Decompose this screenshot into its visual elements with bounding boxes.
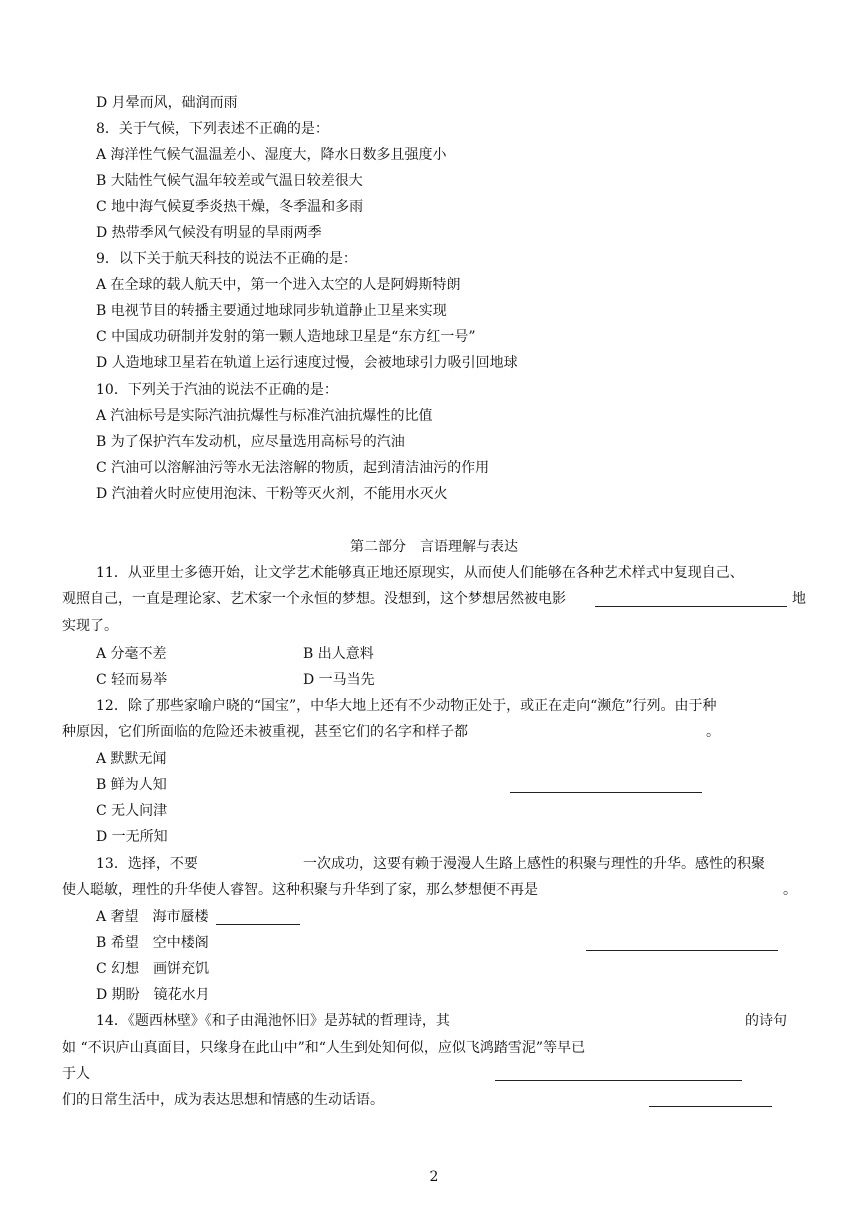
q11-line-2: 观照自己，一直是理论家、艺术家一个永恒的梦想。没想到，这个梦想居然被电影 bbox=[62, 591, 566, 607]
q11-option-c: C 轻而易举 bbox=[96, 672, 168, 688]
q8-option-b: B 大陆性气候气温年较差或气温日较差很大 bbox=[96, 173, 363, 189]
q13-line-1-rest: 一次成功，这要有赖于漫漫人生路上感性的积聚与理性的升华。感性的积聚 bbox=[303, 856, 765, 872]
q12-option-b: B 鲜为人知 bbox=[96, 777, 167, 793]
q14-answer-blank-2 bbox=[649, 1106, 772, 1107]
q12-line-1: 12．除了那些家喻户晓的“国宝”，中华大地上还有不少动物正处于，或正在走向“濒危”行列。由于种 bbox=[96, 698, 717, 714]
q12-line-2-end: 。 bbox=[706, 724, 720, 740]
q13-line-2-end: 。 bbox=[783, 882, 797, 898]
q13-option-a: A 奢望 海市蜃楼 bbox=[96, 909, 209, 925]
q12-option-c: C 无人问津 bbox=[96, 803, 168, 819]
q14-line-4: 们的日常生活中，成为表达思想和情感的生动话语。 bbox=[62, 1092, 384, 1108]
q11-line-3: 实现了。 bbox=[62, 618, 118, 634]
q11-line-1: 11．从亚里士多德开始，让文学艺术能够真正地还原现实，从而使人们能够在各种艺术样式中复现自己、 bbox=[96, 565, 744, 581]
q9-option-b: B 电视节目的转播主要通过地球同步轨道静止卫星来实现 bbox=[96, 303, 447, 319]
q14-line-3: 于人 bbox=[62, 1066, 90, 1082]
q9-option-a: A 在全球的载人航天中，第一个进入太空的人是阿姆斯特朗 bbox=[96, 277, 461, 293]
q13-option-b: B 希望 空中楼阁 bbox=[96, 935, 209, 951]
q11-option-b: B 出人意料 bbox=[303, 646, 374, 662]
q12-answer-blank bbox=[510, 792, 702, 793]
q13-option-c: C 幻想 画饼充饥 bbox=[96, 961, 210, 977]
q10-option-b: B 为了保护汽车发动机，应尽量选用高标号的汽油 bbox=[96, 434, 405, 450]
q9-option-d: D 人造地球卫星若在轨道上运行速度过慢，会被地球引力吸引回地球 bbox=[96, 355, 518, 371]
q8-option-a: A 海洋性气候气温温差小、湿度大，降水日数多且强度小 bbox=[96, 147, 447, 163]
q13-line-2: 使人聪敏，理性的升华使人睿智。这种积聚与升华到了家，那么梦想便不再是 bbox=[62, 882, 538, 898]
q11-line-2-end: 地 bbox=[792, 591, 806, 607]
q12-line-2: 种原因，它们所面临的危险还未被重视，甚至它们的名字和样子都 bbox=[62, 724, 468, 740]
q9-stem: 9．以下关于航天科技的说法不正确的是： bbox=[96, 251, 357, 267]
q10-stem: 10．下列关于汽油的说法不正确的是： bbox=[96, 382, 338, 398]
q13-option-d: D 期盼 镜花水月 bbox=[96, 987, 210, 1003]
q13-line-1: 13．选择，不要 bbox=[96, 856, 198, 872]
q14-line-1: 14．《题西林壁》《和子由渑池怀旧》是苏轼的哲理诗，其 bbox=[96, 1013, 450, 1029]
q11-option-d: D 一马当先 bbox=[303, 672, 375, 688]
q8-option-d: D 热带季风气候没有明显的旱雨两季 bbox=[96, 225, 322, 241]
q12-option-d: D 一无所知 bbox=[96, 829, 168, 845]
q12-option-a: A 默默无闻 bbox=[96, 751, 167, 767]
q10-option-d: D 汽油着火时应使用泡沫、干粉等灭火剂，不能用水灭火 bbox=[96, 486, 448, 502]
q9-option-c: C 中国成功研制并发射的第一颗人造地球卫星是“东方红一号” bbox=[96, 329, 476, 345]
q11-answer-blank bbox=[595, 606, 787, 607]
q7-option-d: D 月晕而风，础润而雨 bbox=[96, 95, 238, 111]
section-title: 第二部分 言语理解与表达 bbox=[350, 539, 518, 555]
q13-answer-blank bbox=[586, 950, 778, 951]
q11-option-a: A 分毫不差 bbox=[96, 646, 167, 662]
q13-option-a-underline bbox=[216, 924, 300, 925]
q14-line-1-end: 的诗句 bbox=[745, 1013, 787, 1029]
q14-line-2: 如 “不识庐山真面目，只缘身在此山中”和“人生到处知何似，应似飞鸿踏雪泥”等早已 bbox=[62, 1040, 586, 1056]
page-number: 2 bbox=[429, 1169, 439, 1185]
q8-option-c: C 地中海气候夏季炎热干燥，冬季温和多雨 bbox=[96, 199, 364, 215]
q14-answer-blank-1 bbox=[495, 1080, 742, 1081]
q10-option-c: C 汽油可以溶解油污等水无法溶解的物质，起到清洁油污的作用 bbox=[96, 460, 490, 476]
q10-option-a: A 汽油标号是实际汽油抗爆性与标准汽油抗爆性的比值 bbox=[96, 408, 433, 424]
q8-stem: 8．关于气候，下列表述不正确的是： bbox=[96, 121, 329, 137]
